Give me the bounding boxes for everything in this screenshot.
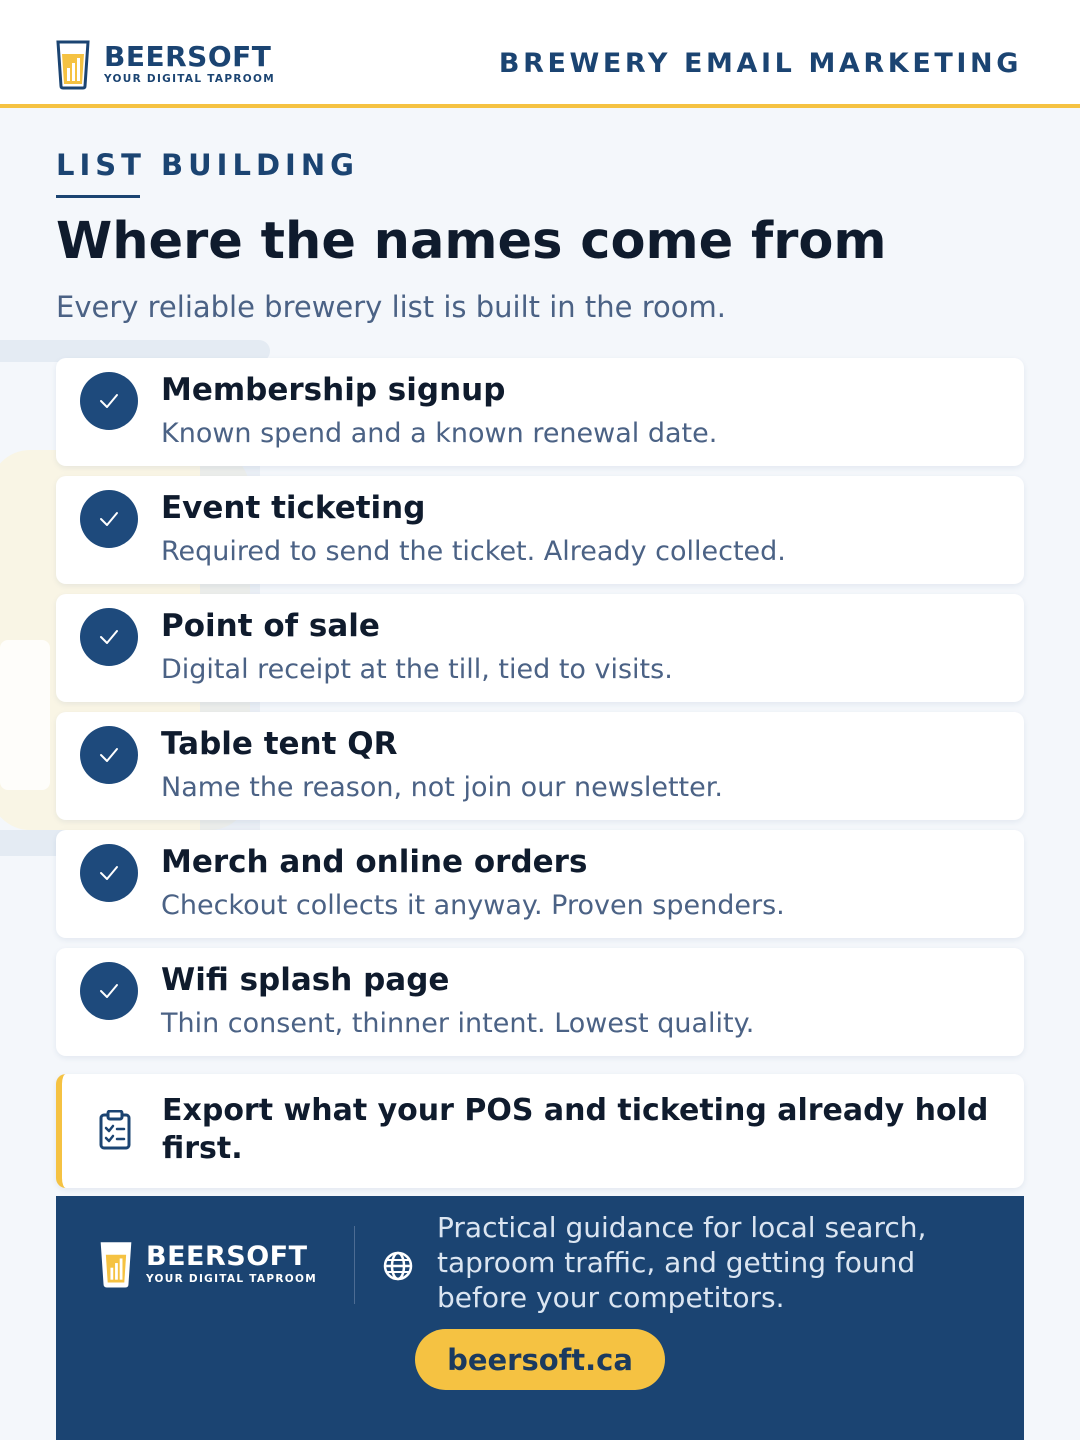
list-item-title: Wifi splash page <box>161 962 450 998</box>
source-list <box>56 358 1024 1066</box>
list-item-title: Point of sale <box>161 608 380 644</box>
page-subtitle: Every reliable brewery list is built in the room. <box>56 290 726 324</box>
list-item-merch-online-orders <box>56 830 1024 938</box>
footer <box>56 1196 1024 1440</box>
brand-tagline: YOUR DIGITAL TAPROOM <box>104 73 275 85</box>
footer-text: Practical guidance for local search, taproom traffic, and getting found before your competitors. <box>437 1211 927 1314</box>
beer-glass-icon <box>56 38 90 90</box>
list-item-description: Checkout collects it anyway. Proven spenders. <box>161 890 785 921</box>
section-eyebrow: LIST BUILDING <box>56 148 359 182</box>
header-title: BREWERY EMAIL MARKETING <box>498 48 1022 79</box>
footer-brand-tagline: YOUR DIGITAL TAPROOM <box>146 1273 317 1285</box>
footer-brand-name: BEERSOFT <box>146 1241 308 1272</box>
callout-text: Export what your POS and ticketing already hold first. <box>162 1093 989 1166</box>
check-icon <box>80 372 138 430</box>
list-item-description: Required to send the ticket. Already collected. <box>161 536 786 567</box>
beer-glass-icon <box>100 1240 132 1288</box>
clipboard-check-icon <box>98 1110 132 1150</box>
check-icon <box>80 726 138 784</box>
tip-callout <box>56 1074 1024 1188</box>
list-item-table-tent-qr <box>56 712 1024 820</box>
list-item-description: Digital receipt at the till, tied to visits. <box>161 654 673 685</box>
footer-brand-logo[interactable] <box>100 1240 317 1288</box>
list-item-membership-signup <box>56 358 1024 466</box>
brand-name: BEERSOFT <box>104 40 272 73</box>
list-item-point-of-sale <box>56 594 1024 702</box>
list-item-title: Event ticketing <box>161 490 426 526</box>
list-item-description: Thin consent, thinner intent. Lowest quality. <box>161 1008 755 1039</box>
list-item-description: Name the reason, not join our newsletter. <box>161 772 723 803</box>
list-item-wifi-splash-page <box>56 948 1024 1056</box>
list-item-title: Table tent QR <box>161 726 398 762</box>
check-icon <box>80 962 138 1020</box>
globe-icon <box>382 1250 414 1282</box>
eyebrow-underline <box>56 195 140 198</box>
list-item-title: Membership signup <box>161 372 506 408</box>
footer-divider <box>354 1226 355 1304</box>
list-item-event-ticketing <box>56 476 1024 584</box>
check-icon <box>80 608 138 666</box>
website-link-button[interactable]: beersoft.ca <box>415 1329 665 1390</box>
check-icon <box>80 490 138 548</box>
check-icon <box>80 844 138 902</box>
brand-logo[interactable] <box>56 38 275 90</box>
list-item-title: Merch and online orders <box>161 844 588 880</box>
page-title: Where the names come from <box>56 212 887 271</box>
list-item-description: Known spend and a known renewal date. <box>161 418 718 449</box>
header <box>0 0 1080 108</box>
